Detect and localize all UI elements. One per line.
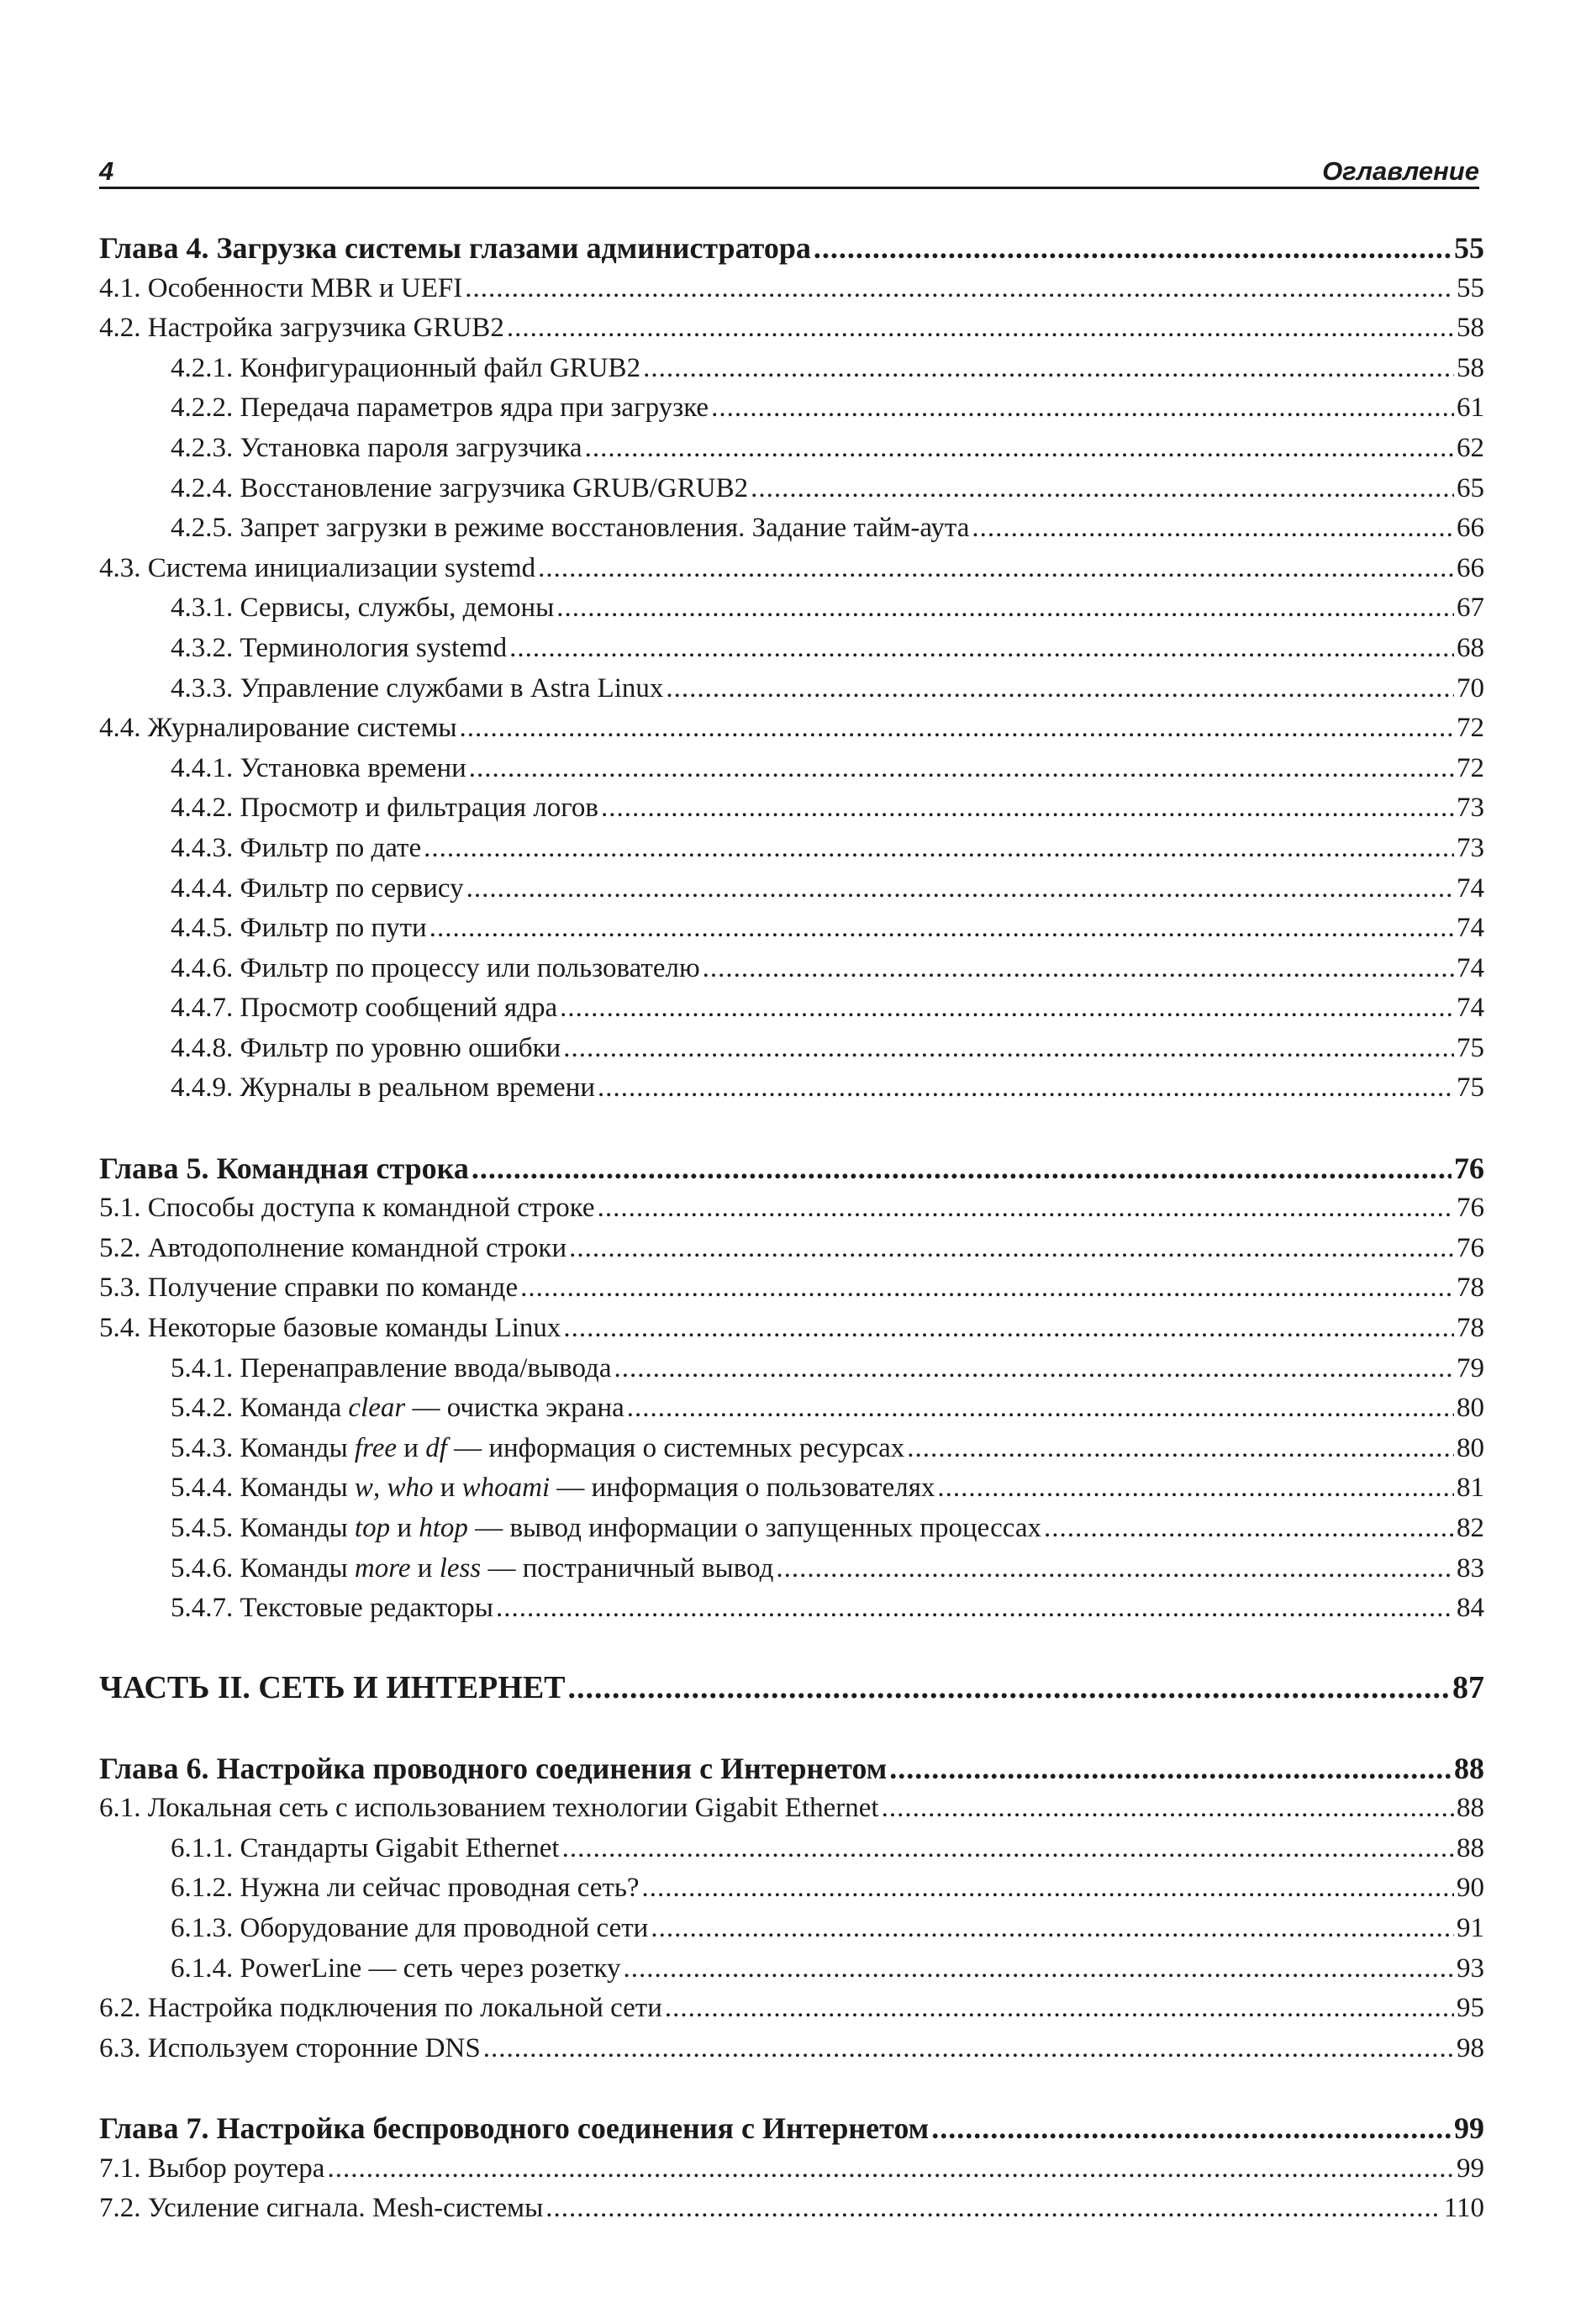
toc-entry xyxy=(99,1868,1484,1909)
dot-leader xyxy=(889,1749,1452,1789)
toc-entry xyxy=(99,1029,1484,1069)
toc-page-number: 61 xyxy=(1457,393,1484,424)
toc-page-number: 74 xyxy=(1457,993,1484,1024)
dot-leader xyxy=(563,1029,1454,1069)
toc-page-number: 98 xyxy=(1457,2032,1484,2063)
dot-leader xyxy=(665,1989,1454,2029)
toc-entry xyxy=(99,1549,1484,1589)
toc-entry-title: 4.3.2. Терминология systemd xyxy=(171,632,508,663)
toc-entry xyxy=(99,549,1484,589)
toc-entry-title: 6.1.2. Нужна ли сейчас проводная сеть? xyxy=(171,1873,640,1904)
dot-leader xyxy=(627,1389,1454,1429)
toc-page-number: 73 xyxy=(1457,832,1484,863)
toc-entry-title: 6.1.1. Стандарты Gigabit Ethernet xyxy=(171,1832,560,1863)
toc-entry xyxy=(99,669,1484,709)
toc-page-number: 84 xyxy=(1457,1593,1484,1624)
dot-leader xyxy=(545,2189,1441,2229)
dot-leader xyxy=(643,349,1454,389)
toc-page-number: 90 xyxy=(1457,1873,1484,1904)
toc-entry-title: 5.3. Получение справки по команде xyxy=(99,1273,519,1304)
toc-entry-title: 6.1. Локальная сеть с использованием технологии Gigabit Ethernet xyxy=(99,1793,879,1824)
toc-entry xyxy=(99,429,1484,469)
section-gap xyxy=(99,1629,1484,1669)
dot-leader xyxy=(751,469,1454,509)
toc-entry xyxy=(99,629,1484,669)
toc-page-number: 75 xyxy=(1457,1032,1484,1063)
toc-entry xyxy=(99,588,1484,629)
toc-entry-title: 4.4.1. Установка времени xyxy=(171,752,466,783)
toc-entry-title: 4.4.2. Просмотр и фильтрация логов xyxy=(171,793,599,824)
dot-leader xyxy=(703,949,1454,989)
dot-leader xyxy=(642,1868,1454,1909)
toc-chapter-entry xyxy=(99,1749,1484,1789)
toc-entry xyxy=(99,349,1484,389)
toc-entry-title: 4.4.9. Журналы в реальном времени xyxy=(171,1072,596,1104)
toc-page-number: 82 xyxy=(1457,1513,1484,1543)
dot-leader xyxy=(814,229,1452,269)
toc-entry xyxy=(99,269,1484,309)
dot-leader xyxy=(424,829,1454,869)
toc-entry-title: Глава 4. Загрузка системы глазами администратора xyxy=(99,231,811,265)
toc-page-number: 70 xyxy=(1457,672,1484,704)
toc-entry xyxy=(99,2149,1484,2190)
toc-page-number: 72 xyxy=(1457,713,1484,744)
toc-entry-title: 4.2.5. Запрет загрузки в режиме восстановления. Задание тайм-аута xyxy=(171,513,970,544)
toc-page-number: 66 xyxy=(1457,552,1484,583)
toc-page-number: 73 xyxy=(1457,793,1484,824)
toc-entry-title: 4.3. Система инициализации systemd xyxy=(99,552,536,583)
toc-page-number: 110 xyxy=(1443,2193,1484,2224)
toc-entry xyxy=(99,949,1484,989)
toc-entry xyxy=(99,1268,1484,1309)
toc-page-number: 67 xyxy=(1457,593,1484,624)
dot-leader xyxy=(614,1349,1454,1389)
toc-entry-title: 5.4.1. Перенаправление ввода/вывода xyxy=(171,1352,612,1383)
toc-entry xyxy=(99,1389,1484,1429)
toc-page-number: 74 xyxy=(1457,872,1484,904)
toc-page-number: 75 xyxy=(1457,1072,1484,1104)
toc-entry-title: 4.4.3. Фильтр по дате xyxy=(171,832,422,863)
dot-leader xyxy=(601,788,1454,829)
toc-entry xyxy=(99,1349,1484,1389)
toc-entry-title: 5.4.6. Команды more и less — постраничный вывод xyxy=(171,1552,774,1584)
toc-entry xyxy=(99,1789,1484,1829)
toc-entry xyxy=(99,1589,1484,1629)
toc-page-number: 58 xyxy=(1457,313,1484,344)
toc-page-number: 58 xyxy=(1457,352,1484,383)
toc-entry-title: 4.4.6. Фильтр по процессу или пользователю xyxy=(171,952,700,983)
dot-leader xyxy=(711,388,1454,429)
toc-entry xyxy=(99,1309,1484,1349)
toc-entry-title: 4.4. Журналирование системы xyxy=(99,713,457,744)
toc-entry-title: 4.4.8. Фильтр по уровню ошибки xyxy=(171,1032,561,1063)
toc-entry-title: 4.2. Настройка загрузчика GRUB2 xyxy=(99,313,504,344)
toc-entry xyxy=(99,1509,1484,1549)
dot-leader xyxy=(931,2109,1452,2149)
toc-entry xyxy=(99,1429,1484,1469)
dot-leader xyxy=(520,1268,1454,1309)
dot-leader xyxy=(465,269,1454,309)
toc-entry xyxy=(99,469,1484,509)
toc-entry xyxy=(99,388,1484,429)
toc-page-number: 87 xyxy=(1452,1670,1484,1706)
toc-page-number: 88 xyxy=(1454,1751,1484,1785)
toc-entry-title: 6.2. Настройка подключения по локальной сети xyxy=(99,1993,662,2024)
toc-entry-title: 6.1.3. Оборудование для проводной сети xyxy=(171,1912,649,1943)
table-of-contents xyxy=(99,229,1484,2229)
toc-entry xyxy=(99,2189,1484,2229)
toc-entry-title: 5.2. Автодополнение командной строки xyxy=(99,1232,567,1263)
toc-entry xyxy=(99,869,1484,909)
toc-entry-title: Глава 6. Настройка проводного соединения с Интернетом xyxy=(99,1751,888,1785)
toc-entry-title: ЧАСТЬ II. СЕТЬ И ИНТЕРНЕТ xyxy=(99,1670,566,1706)
dot-leader xyxy=(568,1668,1450,1709)
toc-entry xyxy=(99,308,1484,349)
section-gap xyxy=(99,1109,1484,1149)
dot-leader xyxy=(598,1188,1454,1229)
toc-entry xyxy=(99,1949,1484,1989)
toc-entry xyxy=(99,1468,1484,1509)
dot-leader xyxy=(429,909,1454,949)
toc-page-number: 95 xyxy=(1457,1993,1484,2024)
toc-entry xyxy=(99,1068,1484,1109)
dot-leader xyxy=(585,429,1454,469)
toc-entry-title: 4.2.4. Восстановление загрузчика GRUB/GRUB2 xyxy=(171,472,749,503)
dot-leader xyxy=(466,869,1454,909)
section-gap xyxy=(99,1709,1484,1749)
toc-entry-title: Глава 5. Командная строка xyxy=(99,1151,469,1185)
dot-leader xyxy=(483,2029,1454,2069)
toc-page-number: 81 xyxy=(1457,1473,1484,1504)
toc-page-number: 78 xyxy=(1457,1313,1484,1344)
dot-leader xyxy=(509,629,1454,669)
toc-page-number: 99 xyxy=(1454,2111,1484,2145)
dot-leader xyxy=(666,669,1454,709)
toc-page-number: 80 xyxy=(1457,1393,1484,1424)
dot-leader xyxy=(562,1829,1454,1869)
toc-page-number: 91 xyxy=(1457,1912,1484,1943)
dot-leader xyxy=(469,749,1454,789)
toc-page-number: 93 xyxy=(1457,1952,1484,1984)
toc-page-number: 79 xyxy=(1457,1352,1484,1383)
toc-page-number: 65 xyxy=(1457,472,1484,503)
toc-entry-title: 5.4.4. Команды w, who и whoami — информация о пользователях xyxy=(171,1473,935,1504)
toc-page-number: 99 xyxy=(1457,2153,1484,2184)
toc-entry-title: 4.4.4. Фильтр по сервису xyxy=(171,872,464,904)
dot-leader xyxy=(598,1068,1454,1109)
toc-entry-title: 5.4.7. Текстовые редакторы xyxy=(171,1593,493,1624)
toc-page-number: 55 xyxy=(1454,231,1484,265)
dot-leader xyxy=(460,709,1454,749)
dot-leader xyxy=(560,988,1454,1029)
toc-entry-title: 4.3.1. Сервисы, службы, демоны xyxy=(171,593,555,624)
toc-entry-title: 4.4.5. Фильтр по пути xyxy=(171,913,427,944)
toc-entry-title: 4.3.3. Управление службами в Astra Linux xyxy=(171,672,664,704)
dot-leader xyxy=(563,1309,1454,1349)
toc-chapter-entry xyxy=(99,229,1484,269)
toc-page-number: 66 xyxy=(1457,513,1484,544)
toc-page-number: 62 xyxy=(1457,432,1484,463)
dot-leader xyxy=(507,308,1454,349)
toc-entry xyxy=(99,988,1484,1029)
toc-page-number: 76 xyxy=(1457,1232,1484,1263)
toc-entry-title: 4.1. Особенности MBR и UEFI xyxy=(99,272,463,303)
toc-page-number: 72 xyxy=(1457,752,1484,783)
toc-entry xyxy=(99,1188,1484,1229)
dot-leader xyxy=(623,1949,1454,1989)
toc-entry-title: 5.4.5. Команды top и htop — вывод информации о запущенных процессах xyxy=(171,1513,1041,1543)
toc-entry xyxy=(99,1229,1484,1269)
toc-entry-title: 6.1.4. PowerLine — сеть через розетку xyxy=(171,1952,621,1984)
toc-chapter-entry xyxy=(99,1149,1484,1189)
toc-entry xyxy=(99,1829,1484,1869)
toc-chapter-entry xyxy=(99,2109,1484,2149)
toc-page-number: 74 xyxy=(1457,952,1484,983)
toc-page-number: 80 xyxy=(1457,1432,1484,1463)
toc-page-number: 78 xyxy=(1457,1273,1484,1304)
dot-leader xyxy=(327,2149,1454,2190)
toc-entry-title: 5.4.3. Команды free и df — информация о системных ресурсах xyxy=(171,1432,905,1463)
dot-leader xyxy=(907,1429,1454,1469)
toc-entry-title: Глава 7. Настройка беспроводного соединения с Интернетом xyxy=(99,2111,930,2145)
toc-entry xyxy=(99,788,1484,829)
dot-leader xyxy=(651,1909,1454,1949)
dot-leader xyxy=(556,588,1454,629)
dot-leader xyxy=(569,1229,1454,1269)
running-title: Оглавление xyxy=(1322,156,1479,186)
toc-entry-title: 4.4.7. Просмотр сообщений ядра xyxy=(171,993,558,1024)
toc-entry-title: 4.2.2. Передача параметров ядра при загрузке xyxy=(171,393,709,424)
toc-entry xyxy=(99,709,1484,749)
dot-leader xyxy=(882,1789,1454,1829)
toc-entry xyxy=(99,829,1484,869)
toc-entry-title: 5.4. Некоторые базовые команды Linux xyxy=(99,1313,561,1344)
toc-page-number: 55 xyxy=(1457,272,1484,303)
section-gap xyxy=(99,2068,1484,2109)
toc-entry-title: 4.2.3. Установка пароля загрузчика xyxy=(171,432,582,463)
dot-leader xyxy=(972,509,1454,549)
toc-entry xyxy=(99,2029,1484,2069)
toc-entry-title: 5.4.2. Команда clear — очистка экрана xyxy=(171,1393,624,1424)
dot-leader xyxy=(472,1149,1452,1189)
toc-page-number: 83 xyxy=(1457,1552,1484,1584)
toc-page-number: 74 xyxy=(1457,913,1484,944)
toc-page-number: 88 xyxy=(1457,1793,1484,1824)
page-number: 4 xyxy=(99,156,114,186)
dot-leader xyxy=(496,1589,1454,1629)
toc-entry xyxy=(99,909,1484,949)
dot-leader xyxy=(937,1468,1454,1509)
toc-entry xyxy=(99,1909,1484,1949)
toc-entry xyxy=(99,509,1484,549)
toc-entry-title: 4.2.1. Конфигурационный файл GRUB2 xyxy=(171,352,641,383)
dot-leader xyxy=(538,549,1454,589)
toc-page-number: 88 xyxy=(1457,1832,1484,1863)
toc-entry xyxy=(99,1989,1484,2029)
dot-leader xyxy=(1044,1509,1454,1549)
toc-part-entry xyxy=(99,1668,1484,1709)
header-rule xyxy=(99,187,1479,189)
toc-page-number: 76 xyxy=(1457,1193,1484,1224)
toc-entry-title: 7.1. Выбор роутера xyxy=(99,2153,325,2184)
toc-entry-title: 6.3. Используем сторонние DNS xyxy=(99,2032,481,2063)
toc-entry-title: 5.1. Способы доступа к командной строке xyxy=(99,1193,595,1224)
toc-entry-title: 7.2. Усиление сигнала. Mesh-системы xyxy=(99,2193,544,2224)
toc-page-number: 68 xyxy=(1457,632,1484,663)
toc-entry xyxy=(99,749,1484,789)
dot-leader xyxy=(776,1549,1454,1589)
toc-page-number: 76 xyxy=(1454,1151,1484,1185)
